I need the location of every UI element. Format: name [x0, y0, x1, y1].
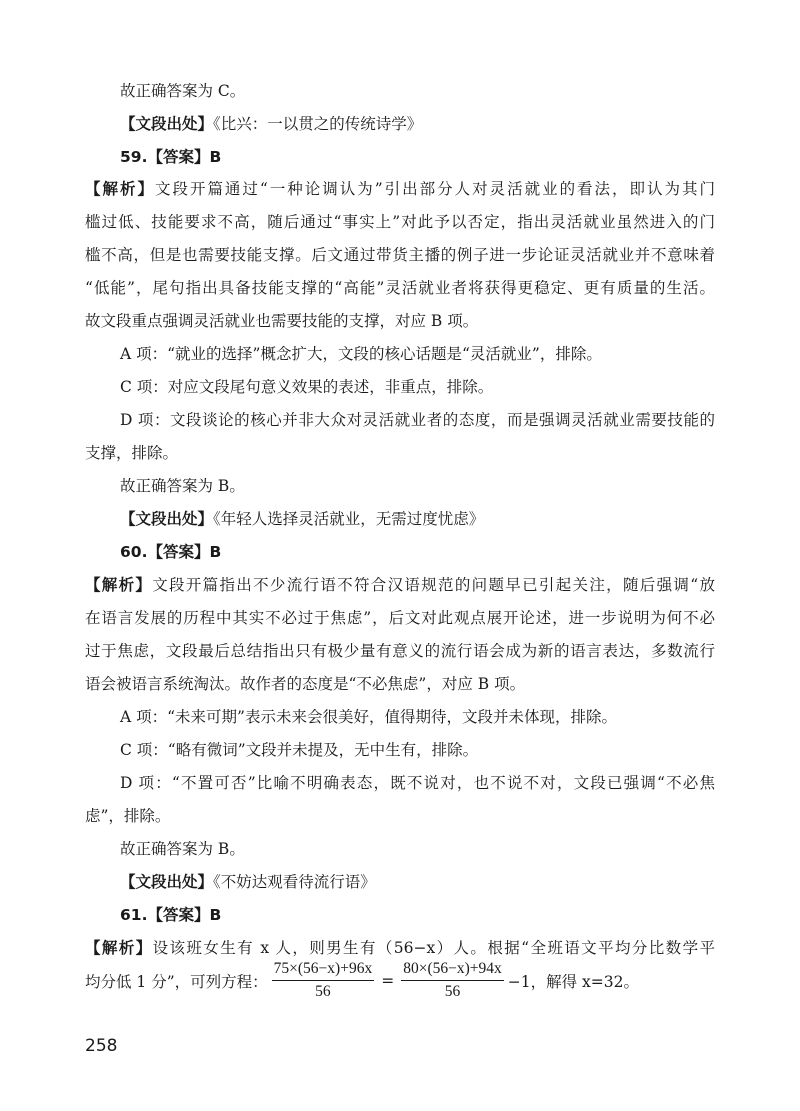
- option-line: C 项：对应文段尾句意义效果的表述，非重点，排除。: [120, 378, 494, 396]
- page-number: 258: [85, 1036, 118, 1056]
- source-line: [120, 871, 376, 893]
- equation-line: [85, 960, 639, 1001]
- option-line: 虑”，排除。: [85, 807, 171, 825]
- option-line: C 项：“略有微词”文段并未提及，无中生有，排除。: [120, 741, 479, 759]
- source-tag: 【文段出处】: [120, 873, 214, 891]
- analysis-line: 【解析】设该班女生有 x 人，则男生有（56−x）人。根据“全班语文平均分比数学平: [85, 939, 715, 957]
- analysis-line: 【解析】文段开篇通过“一种论调认为”引出部分人对灵活就业的看法，即认为其门: [85, 180, 715, 198]
- answer-line: 故正确答案为 B。: [120, 840, 245, 858]
- fraction-denominator: 56: [315, 983, 331, 1000]
- equation-lhs-fraction: [272, 960, 375, 1001]
- answer-heading: 60.【答案】B: [120, 543, 222, 561]
- analysis-tag: 【解析】: [85, 180, 155, 198]
- analysis-tag: 【解析】: [85, 939, 153, 957]
- analysis-line: 槛不高，但是也需要技能支撑。后文通过带货主播的例子进一步论证灵活就业并不意味着: [85, 246, 715, 264]
- equals-sign: =: [381, 971, 395, 990]
- option-line: 支撑，排除。: [85, 444, 179, 462]
- answer-line: 故正确答案为 B。: [120, 477, 245, 495]
- analysis-line: “低能”，尾句指出具备技能支撑的“高能”灵活就业者将获得更稳定、更有质量的生活。: [85, 279, 715, 297]
- analysis-line: 语会被语言系统淘汰。故作者的态度是“不必焦虑”，对应 B 项。: [85, 675, 526, 693]
- analysis-line: 【解析】文段开篇指出不少流行语不符合汉语规范的问题早已引起关注，随后强调“放: [85, 576, 715, 594]
- equation-rhs-fraction: [401, 960, 504, 1001]
- source-tag: 【文段出处】: [120, 510, 214, 528]
- analysis-tag: 【解析】: [85, 576, 153, 594]
- answer-line: 故正确答案为 C。: [120, 82, 246, 100]
- analysis-line: 槛过低、技能要求不高，随后通过“事实上”对此予以否定，指出灵活就业虽然进入的门: [85, 213, 715, 231]
- option-line: A 项：“就业的选择”概念扩大，文段的核心话题是“灵活就业”，排除。: [120, 345, 602, 363]
- analysis-line: 故文段重点强调灵活就业也需要技能的支撑，对应 B 项。: [85, 312, 479, 330]
- source-text: 《不妨达观看待流行语》: [213, 873, 376, 891]
- answer-heading: 61.【答案】B: [120, 906, 222, 924]
- fraction-numerator: 80×(56−x)+94x: [401, 960, 504, 981]
- answer-heading: 59.【答案】B: [120, 148, 222, 166]
- source-line: [120, 508, 484, 530]
- source-tag: 【文段出处】: [120, 115, 214, 133]
- fraction-denominator: 56: [444, 983, 461, 1000]
- source-line: [120, 113, 422, 135]
- option-line: D 项：“不置可否”比喻不明确表态，既不说对，也不说不对，文段已强调“不必焦: [120, 774, 715, 792]
- option-line: D 项：文段谈论的核心并非大众对灵活就业者的态度，而是强调灵活就业需要技能的: [120, 411, 715, 429]
- fraction-numerator: 75×(56−x)+96x: [272, 960, 375, 981]
- equation-prefix: 均分低 1 分”，可列方程：: [85, 972, 268, 991]
- source-text: 《比兴：一以贯之的传统诗学》: [213, 115, 423, 133]
- option-line: A 项：“未来可期”表示未来会很美好，值得期待，文段并未体现，排除。: [120, 708, 617, 726]
- analysis-line: 过于焦虑，文段最后总结指出只有极少量有意义的流行语会成为新的语言表达，多数流行: [85, 642, 715, 660]
- equation-suffix: −1，解得 x=32。: [507, 972, 639, 991]
- source-text: 《年轻人选择灵活就业，无需过度忧虑》: [213, 510, 485, 528]
- analysis-line: 在语言发展的历程中其实不必过于焦虑”，后文对此观点展开论述，进一步说明为何不必: [85, 609, 715, 627]
